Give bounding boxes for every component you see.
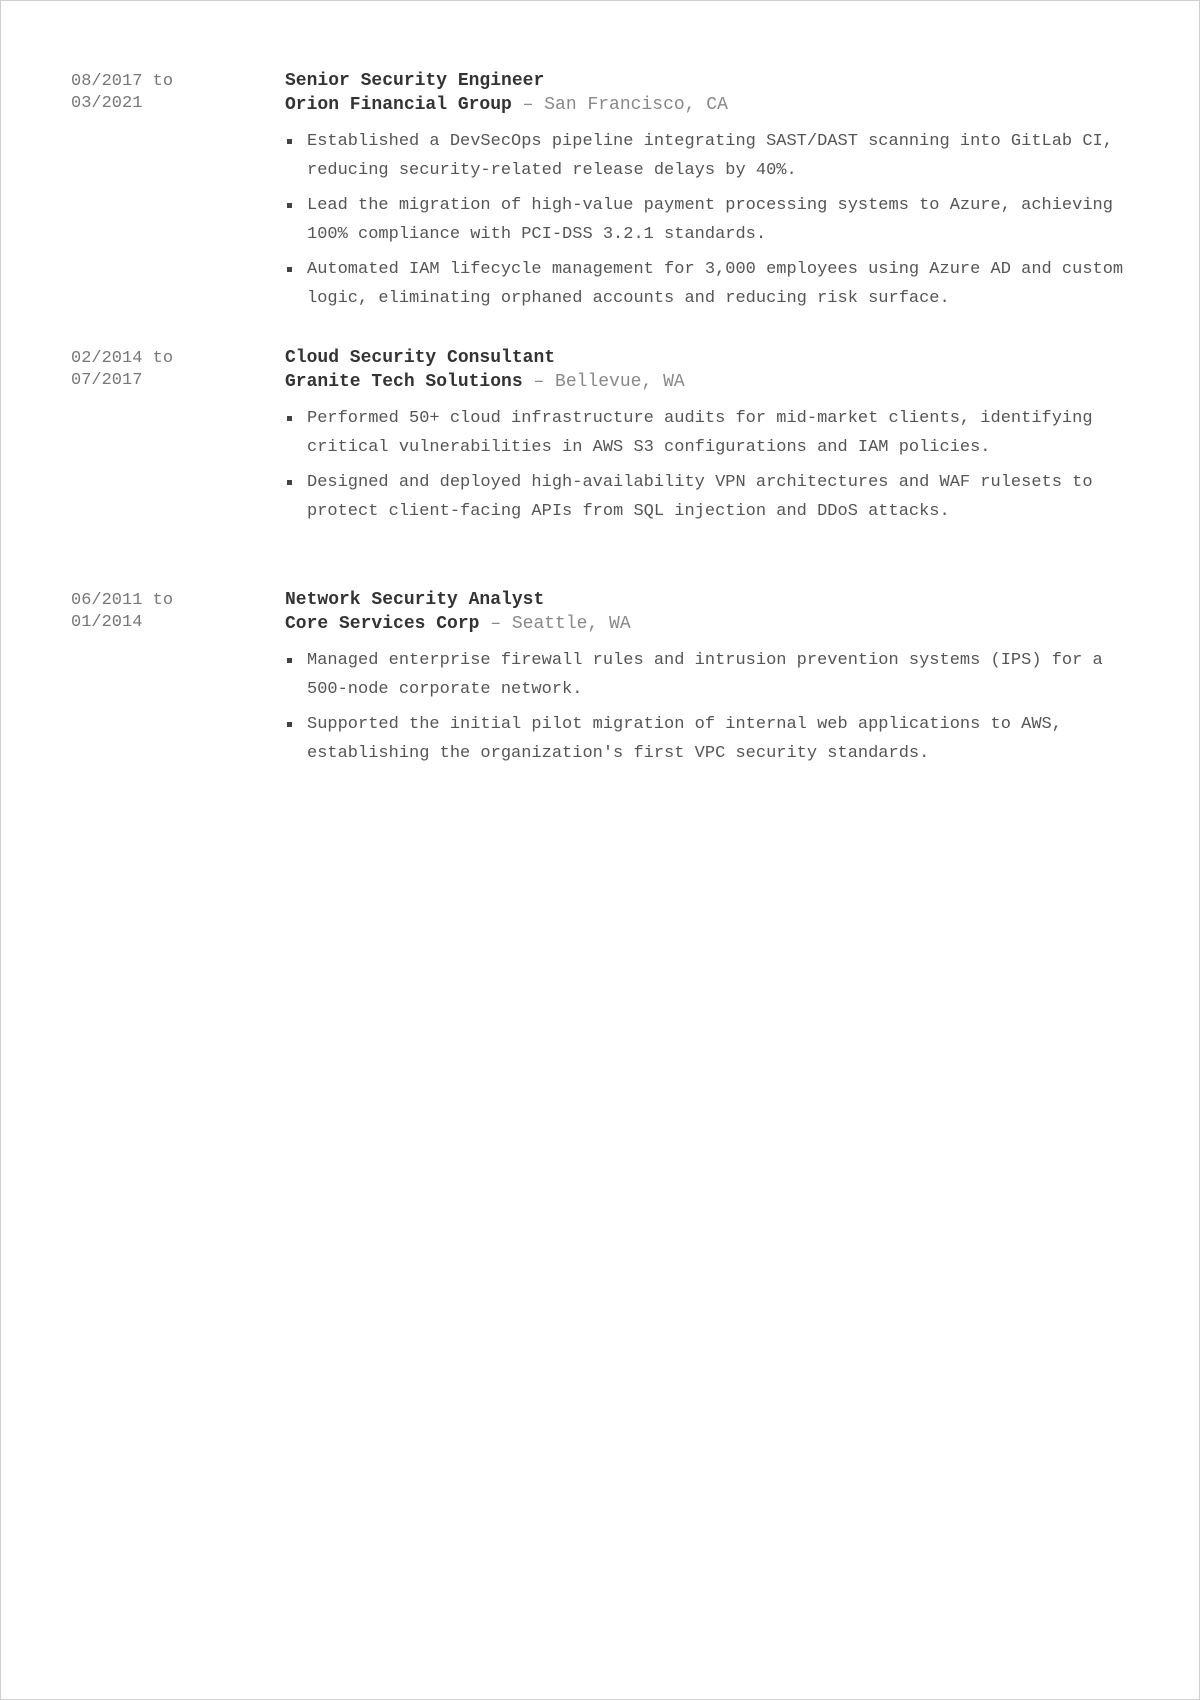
job-title: Cloud Security Consultant <box>285 348 556 368</box>
list-item <box>285 191 1135 249</box>
date-range <box>71 348 271 392</box>
location: Seattle, WA <box>511 614 631 634</box>
bullet-square-icon <box>287 722 292 727</box>
achievement-list <box>285 404 1135 526</box>
location: San Francisco, CA <box>544 95 728 115</box>
company-line <box>285 93 1135 117</box>
bullet-square-icon <box>287 416 292 421</box>
entry-details <box>285 346 1135 532</box>
list-item <box>285 646 1135 704</box>
separator: – <box>511 95 545 115</box>
bullet-text: Designed and deployed high-availability VPN architectures and WAF rulesets to protect client-facing APIs from SQL injection and DDoS attacks. <box>307 473 1093 521</box>
entry-details <box>285 69 1135 319</box>
list-item <box>285 127 1135 185</box>
location: Bellevue, WA <box>555 372 685 392</box>
date-range <box>71 590 271 634</box>
achievement-list <box>285 127 1135 313</box>
date-start: 06/2011 to <box>71 591 174 610</box>
date-end: 07/2017 <box>71 371 143 390</box>
separator: – <box>479 614 512 634</box>
date-start: 08/2017 to <box>71 72 174 91</box>
date-range <box>71 71 271 115</box>
company-name: Core Services Corp <box>285 614 480 634</box>
entry-details <box>285 588 1135 774</box>
achievement-list <box>285 646 1135 768</box>
bullet-text: Lead the migration of high-value payment processing systems to Azure, achieving 100% compliance with PCI-DSS 3.2.1 standards. <box>307 196 1113 244</box>
list-item <box>285 468 1135 526</box>
bullet-square-icon <box>287 203 292 208</box>
bullet-square-icon <box>287 480 292 485</box>
company-line <box>285 370 1135 394</box>
bullet-text: Managed enterprise firewall rules and intrusion prevention systems (IPS) for a 500-node corporate network. <box>307 651 1103 699</box>
bullet-text: Performed 50+ cloud infrastructure audits for mid-market clients, identifying critical vulnerabilities in AWS S3 configurations and IAM policies. <box>307 409 1093 457</box>
job-title: Network Security Analyst <box>285 590 545 610</box>
separator: – <box>522 372 556 392</box>
list-item <box>285 404 1135 462</box>
bullet-text: Supported the initial pilot migration of internal web applications to AWS, establishing the organization's first VPC security standards. <box>307 715 1062 763</box>
company-name: Orion Financial Group <box>285 95 512 115</box>
list-item <box>285 710 1135 768</box>
company-line <box>285 612 1135 636</box>
bullet-square-icon <box>287 267 292 272</box>
date-start: 02/2014 to <box>71 349 174 368</box>
bullet-square-icon <box>287 658 292 663</box>
list-item <box>285 255 1135 313</box>
date-end: 03/2021 <box>71 94 143 113</box>
bullet-text: Established a DevSecOps pipeline integrating SAST/DAST scanning into GitLab CI, reducing security-related release delays by 40%. <box>307 132 1113 180</box>
company-name: Granite Tech Solutions <box>285 372 523 392</box>
bullet-text: Automated IAM lifecycle management for 3,000 employees using Azure AD and custom logic, eliminating orphaned accounts and reducing risk surface. <box>307 260 1124 308</box>
date-end: 01/2014 <box>71 613 143 632</box>
bullet-square-icon <box>287 139 292 144</box>
job-title: Senior Security Engineer <box>285 71 545 91</box>
